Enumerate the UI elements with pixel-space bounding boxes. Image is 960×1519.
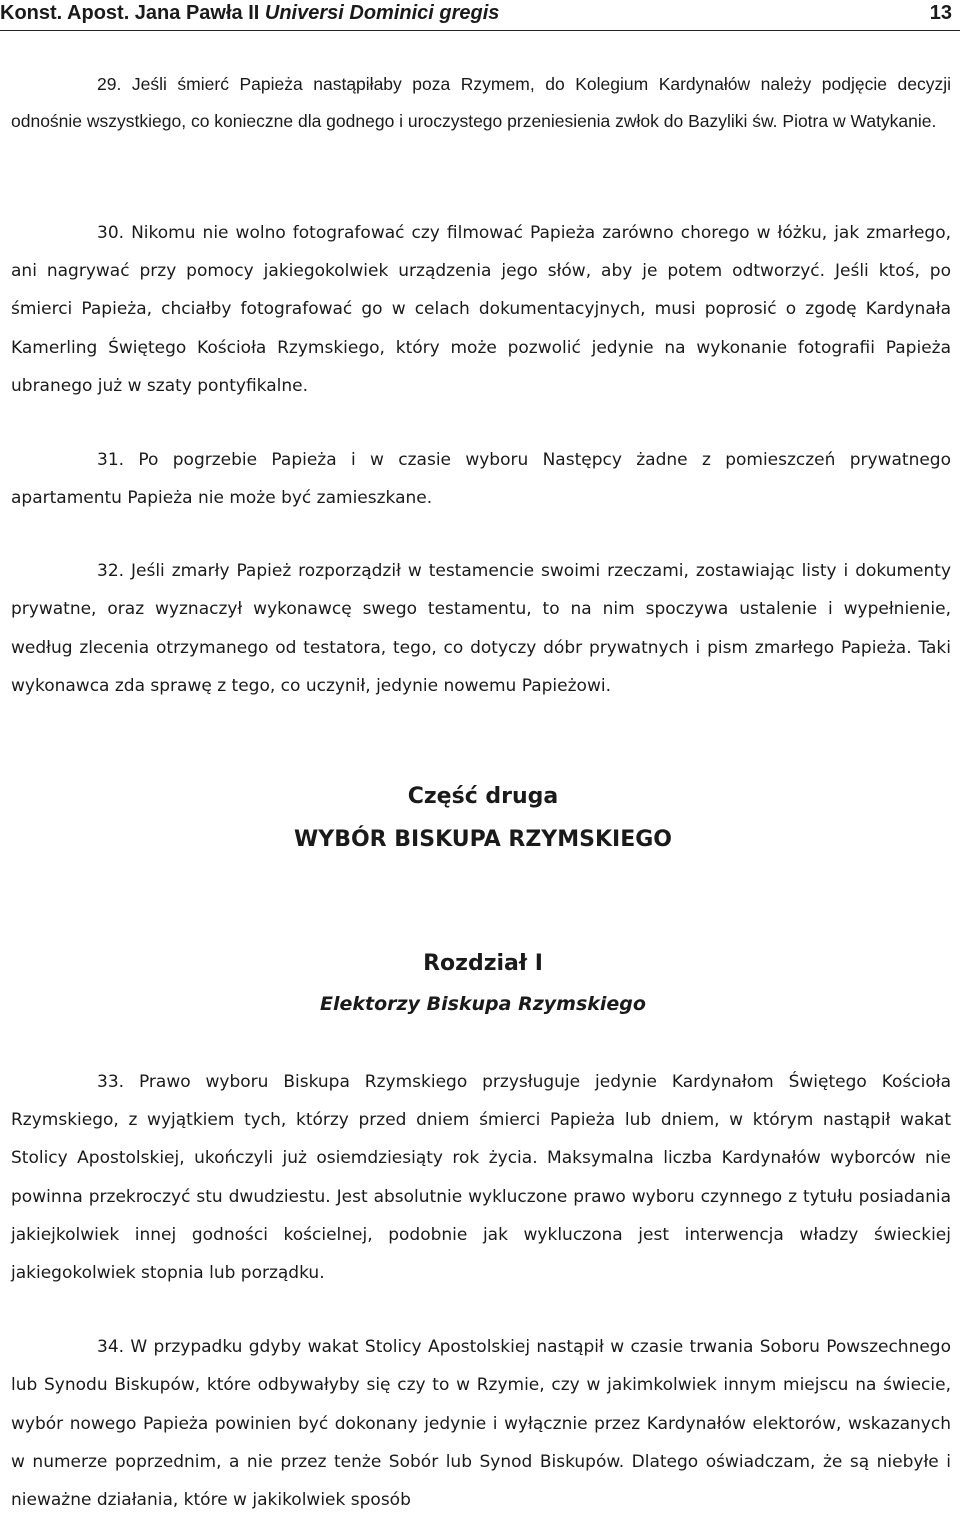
paragraph-number: 34.	[97, 1337, 125, 1357]
chapter-label: Rozdział I	[423, 951, 543, 976]
paragraph-text: Prawo wyboru Biskupa Rzymskiego przysługuje jedynie Kardynałom Świętego Kościoła Rzymskiego, z wyjątkiem tych, którzy przed dniem śmierci Papieża lub dniem, w którym nastąpił wakat Stolicy Apostolskiej, ukończyli już osiemdziesiąty rok życia. Maksymalna liczba Kardynałów wyborców nie powinna przekroczyć stu dwudziestu. Jest absolutnie wykluczone prawo wyboru czynnego z tytułu posiadania jakiejkolwiek innej godności kościelnej, podobnie jak wykluczona jest interwencja władzy świeckiej jakiegokolwiek stopnia lub porządku.	[11, 1072, 951, 1284]
paragraph-text: Nikomu nie wolno fotografować czy filmować Papieża zarówno chorego w łóżku, jak zmarłego, ani nagrywać przy pomocy jakiegokolwiek urządzenia jego słów, aby je potem odtworzyć. Jeśli ktoś, po śmierci Papieża, chciałby fotografować go w celach dokumentacyjnych, musi poprosić o zgodę Kardynała Kamerling Świętego Kościoła Rzymskiego, który może pozwolić jedynie na wykonanie fotografii Papieża ubranego już w szaty pontyfikalne.	[11, 223, 952, 396]
paragraph-number: 31.	[97, 450, 125, 470]
part-label: Część druga	[407, 784, 559, 809]
paragraph-text: Jeśli zmarły Papież rozporządził w testamencie swoimi rzeczami, zostawiając listy i dokumenty prywatne, oraz wyznaczył wykonawcę swego testamentu, to na nim spoczywa ustalenie i wypełnienie, według zlecenia otrzymanego od testatora, tego, co dotyczy dóbr prywatnych i pism zmarłego Papieża. Taki wykonawca zda sprawę z tego, co uczynił, jedynie nowemu Papieżowi.	[11, 561, 952, 696]
paragraph-text: Jeśli śmierć Papieża nastąpiłaby poza Rzymem, do Kolegium Kardynałów należy podjęcie decyzji odnośnie wszystkiego, co konieczne dla godnego i uroczystego przeniesienia zwłok do Bazyliki św. Piotra w Watykanie.	[11, 74, 951, 131]
paragraph-33	[11, 1063, 951, 1292]
header-title	[0, 0, 499, 26]
running-header	[0, 0, 960, 31]
paragraph-number: 32.	[97, 561, 125, 581]
paragraph-text: Po pogrzebie Papieża i w czasie wyboru Następcy żadne z pomieszczeń prywatnego apartamentu Papieża nie może być zamieszkane.	[11, 450, 951, 508]
page-number: 13	[929, 2, 952, 24]
paragraph-32	[11, 552, 951, 705]
paragraph-34	[11, 1328, 951, 1519]
paragraph-29	[11, 66, 951, 140]
part-title: WYBÓR BISKUPA RZYMSKIEGO	[294, 827, 672, 852]
paragraph-number: 29.	[97, 74, 122, 94]
paragraph-30	[11, 214, 951, 405]
paragraph-number: 33.	[97, 1072, 125, 1092]
chapter-title: Elektorzy Biskupa Rzymskiego	[320, 993, 646, 1015]
paragraph-text: W przypadku gdyby wakat Stolicy Apostolskiej nastąpił w czasie trwania Soboru Powszechnego lub Synodu Biskupów, które odbywałyby się czy to w Rzymie, czy w jakimkolwiek innym miejscu na świecie, wybór nowego Papieża powinien być dokonany jedynie i wyłącznie przez Kardynałów elektorów, wskazanych w numerze poprzednim, a nie przez tenże Sobór lub Synod Biskupów. Dlatego oświadczam, że są niebyłe i nieważne działania, które w jakikolwiek sposób	[11, 1337, 951, 1511]
paragraph-number: 30.	[97, 223, 125, 243]
header-title-italic: Universi Dominici gregis	[264, 2, 500, 24]
paragraph-31	[11, 441, 951, 517]
header-title-prefix: Konst. Apost. Jana Pawła II	[0, 2, 260, 24]
